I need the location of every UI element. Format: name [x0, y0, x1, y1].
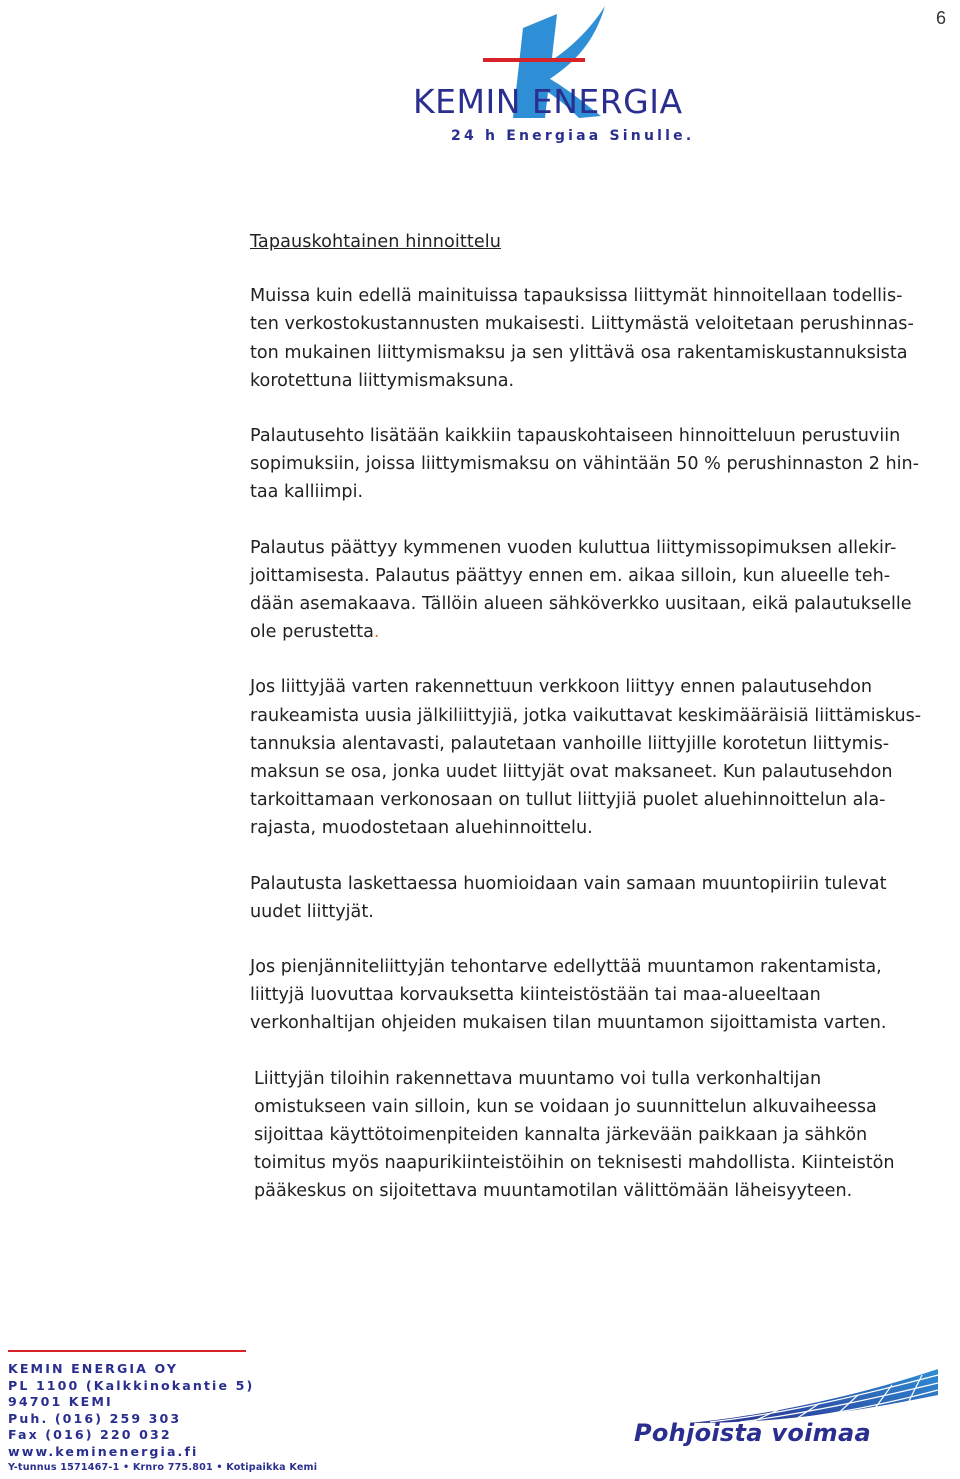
- paragraph-5-text: Palautusta laskettaessa huomioidaan vain samaan muuntopiiriin tulevat uudet liittyjät.: [250, 873, 887, 922]
- logo-wordmark: KEMIN ENERGIA: [413, 82, 683, 121]
- paragraph-5: [250, 870, 950, 926]
- tagline-text: Pohjoista voimaa: [634, 1419, 871, 1447]
- paragraph-6: [250, 953, 950, 1038]
- footer-company: KEMIN ENERGIA OY: [8, 1361, 179, 1376]
- paragraph-4: [250, 673, 950, 842]
- paragraph-1: [250, 282, 950, 395]
- paragraph-6-text: Jos pienjänniteliittyjän tehontarve edellyttää muuntamon rakentamista, liittyjä luovuttaa korvauksetta kiinteistöstään tai maa-alueeltaan verkonhaltijan ohjeiden mukaisen tilan muuntamon sijoittamista varten.: [250, 957, 887, 1034]
- footer-website-link[interactable]: www.keminenergia.fi: [8, 1443, 199, 1459]
- paragraph-3-trailing-dot: .: [373, 622, 380, 643]
- pohjoista-voimaa-logo: [630, 1365, 940, 1455]
- grid-swoosh-icon: [630, 1365, 940, 1425]
- logo-red-bar: [483, 58, 585, 62]
- page-number: 6: [935, 8, 946, 28]
- paragraph-3: [250, 534, 950, 647]
- paragraph-2: [250, 422, 950, 507]
- logo-slogan: 24 h Energiaa Sinulle.: [451, 128, 695, 144]
- paragraph-1-text: Muissa kuin edellä mainituissa tapauksissa liittymät hinnoitellaan todellis- ten verkostokustannusten mukaisesti. Liittymästä veloitetaan perushinnas- ton mukainen liittymismaksu ja sen ylittävä osa rakentamiskustannuksista korotettuna liittymismaksuna.: [250, 286, 914, 391]
- footer-registration: Y-tunnus 1571467-1 • Krnro 775.801 • Kotipaikka Kemi: [8, 1462, 318, 1473]
- footer-postal: 94701 KEMI: [8, 1394, 113, 1409]
- kemin-energia-logo: [405, 0, 695, 150]
- footer-divider: [8, 1350, 246, 1352]
- footer-address: [8, 1361, 308, 1460]
- paragraph-4-text: Jos liittyjää varten rakennettuun verkkoon liittyy ennen palautusehdon raukeamista uusia jälkiliittyjiä, jotka vaikuttavat keskimääräisiä liittämiskus- tannuksia alentavasti, palautetaan vanhoille liittyjille korotetun liittymis- maksun se osa, jonka uudet liittyjät ovat maksaneet. Kun palautusehdon tarkoittamaan verkonosaan on tullut liittyjiä puolet aluehinnoittelun ala- rajasta, muodostetaan aluehinnoittelu.: [250, 677, 922, 839]
- section-heading: Tapauskohtainen hinnoittelu: [250, 232, 501, 252]
- paragraph-2-text: Palautusehto lisätään kaikkiin tapauskohtaiseen hinnoitteluun perustuviin sopimuksiin, joissa liittymismaksu on vähintään 50 % perushinnaston 2 hin- taa kalliimpi.: [250, 426, 920, 503]
- swoosh-shape: [690, 1369, 938, 1423]
- footer-po-box: PL 1100 (Kalkkinokantie 5): [8, 1377, 255, 1393]
- paragraph-7: [254, 1065, 950, 1206]
- paragraph-3-text: Palautus päättyy kymmenen vuoden kuluttua liittymissopimuksen allekir- joittamisesta. Palautus päättyy ennen em. aikaa silloin, kun alueelle teh- dään asemakaava. Tällöin alueen sähköverkko uusitaan, eikä palautukselle ole perustetta: [250, 537, 912, 643]
- document-body: [250, 228, 950, 1233]
- footer-fax: Fax (016) 220 032: [8, 1427, 172, 1442]
- paragraph-7-text: Liittyjän tiloihin rakennettava muuntamo voi tulla verkonhaltijan omistukseen vain silloin, kun se voidaan jo suunnittelun alkuvaiheessa sijoittaa käyttötoimenpiteiden kannalta järkevään paikkaan ja sähkön toimitus myös naapurikiinteistöihin on teknisesti mahdollista. Kiinteistön pääkeskus on sijoitettava muuntamotilan välittömään läheisyyteen.: [254, 1068, 895, 1202]
- footer-phone: Puh. (016) 259 303: [8, 1410, 182, 1426]
